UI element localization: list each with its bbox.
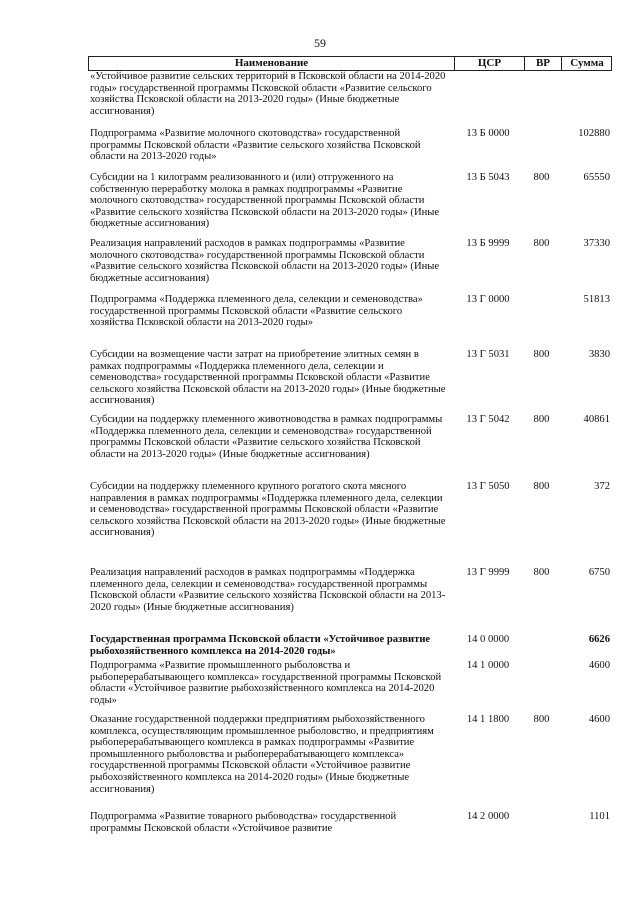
- row-sum: 4600: [588, 660, 610, 671]
- row-name: Субсидии на поддержку племенного крупного рогатого скота мясного направления в рамках подпрограммы «Поддержка племенного дела, селекции и семеноводства» государственной программы Псковской области «Развитие сельского хозяйства Псковской области на 2013-2020 годы» (Иные бюджетные ассигнования): [90, 481, 446, 539]
- row-name: «Устойчивое развитие сельских территорий в Псковской области на 2014-2020 годы» государственной программы Псковской области «Развитие сельского хозяйства Псковской области на 2013-2020 годы» (Иные бюджетные ассигнования): [90, 71, 446, 117]
- row-sum: 1101: [589, 811, 610, 822]
- row-sum: 6626: [588, 634, 610, 645]
- row-name: Реализация направлений расходов в рамках подпрограммы «Поддержка племенного дела, селекции и семеноводства» государственной программы Псковской области «Развитие сельского хозяйства Псковской области на 2013-2020 годы» (Иные бюджетные ассигнования): [90, 567, 446, 613]
- row-name: Подпрограмма «Развитие молочного скотоводства» государственной программы Псковской области «Развитие сельского хозяйства Псковской области на 2013-2020 годы»: [90, 128, 421, 163]
- row-vr: 800: [533, 172, 550, 183]
- row-name: Оказание государственной поддержки предприятиям рыбохозяйственного комплекса, осуществляющим промышленное рыболовство, и предприятиям рыбоперерабатывающего комплекса в рамках подпрограммы «Развитие промышленного рыболовства и рыбоперерабатывающего комплекса» государственной программы Псковской области «Устойчивое развитие рыбохозяйственного комплекса на 2014-2020 годы» (Иные бюджетные ассигнования): [90, 714, 434, 795]
- row-csr: 14 1 0000: [466, 660, 510, 671]
- row-csr: 13 Г 5031: [466, 349, 510, 360]
- row-name: Подпрограмма «Поддержка племенного дела, селекции и семеноводства» государственной программы Псковской области «Развитие сельского хозяйства Псковской области на 2013-2020 годы»: [90, 294, 423, 329]
- header-sum: Сумма: [561, 57, 612, 70]
- row-sum: 4600: [588, 714, 610, 725]
- row-csr: 13 Г 5042: [466, 414, 510, 425]
- header-vr: ВР: [524, 57, 561, 70]
- row-vr: 800: [533, 714, 550, 725]
- row-vr: 800: [533, 567, 550, 578]
- row-sum: 3830: [588, 349, 610, 360]
- row-csr: 14 1 1800: [466, 714, 510, 725]
- row-vr: 800: [533, 414, 550, 425]
- row-name: Субсидии на возмещение части затрат на приобретение элитных семян в рамках подпрограммы «Поддержка племенного дела, селекции и семеноводства» государственной программы Псковской области «Развитие сельского хозяйства Псковской области на 2013-2020 годы» (Иные бюджетные ассигнования): [90, 349, 446, 407]
- row-csr: 13 Б 0000: [466, 128, 510, 139]
- row-name: Подпрограмма «Развитие товарного рыбоводства» государственной программы Псковской области «Устойчивое развитие: [90, 811, 397, 834]
- row-csr: 13 Г 0000: [466, 294, 510, 305]
- row-csr: 13 Г 9999: [466, 567, 510, 578]
- row-csr: 13 Г 5050: [466, 481, 510, 492]
- row-csr: 13 Б 5043: [466, 172, 510, 183]
- row-vr: 800: [533, 238, 550, 249]
- row-name: Государственная программа Псковской области «Устойчивое развитие рыбохозяйственного комплекса на 2014-2020 годы»: [90, 634, 431, 657]
- row-sum: 65550: [583, 172, 610, 183]
- row-sum: 37330: [583, 238, 610, 249]
- row-csr: 14 2 0000: [466, 811, 510, 822]
- row-sum: 40861: [583, 414, 610, 425]
- row-name: Субсидии на поддержку племенного животноводства в рамках подпрограммы «Поддержка племенного дела, селекции и семеноводства» государственной программы Псковской области «Развитие сельского хозяйства Псковской области на 2013-2020 годы» (Иные бюджетные ассигнования): [90, 414, 443, 460]
- row-sum: 372: [594, 481, 610, 492]
- row-csr: 13 Б 9999: [466, 238, 510, 249]
- row-sum: 102880: [578, 128, 610, 139]
- table-header: [88, 56, 612, 71]
- row-csr: 14 0 0000: [466, 634, 510, 645]
- row-sum: 6750: [588, 567, 610, 578]
- row-vr: 800: [533, 481, 550, 492]
- header-name: Наименование: [234, 57, 309, 69]
- row-name: Субсидии на 1 килограмм реализованного и (или) отгруженного на собственную переработку молока в рамках подпрограммы «Развитие молочного скотоводства» государственной программы Псковской области «Развитие сельского хозяйства Псковской области на 2013-2020 годы» (Иные бюджетные ассигнования): [90, 172, 440, 230]
- row-name: Реализация направлений расходов в рамках подпрограммы «Развитие молочного скотоводства» государственной программы Псковской области «Развитие сельского хозяйства Псковской области на 2013-2020 годы» (Иные бюджетные ассигнования): [90, 238, 440, 284]
- row-name: Подпрограмма «Развитие промышленного рыболовства и рыбоперерабатывающего комплекса» государственной программы Псковской области «Устойчивое развитие рыбохозяйственного комплекса на 2014-2020 годы»: [90, 660, 442, 706]
- row-sum: 51813: [583, 294, 610, 305]
- row-vr: 800: [533, 349, 550, 360]
- page-number: 59: [314, 36, 326, 50]
- header-csr: ЦСР: [454, 57, 524, 70]
